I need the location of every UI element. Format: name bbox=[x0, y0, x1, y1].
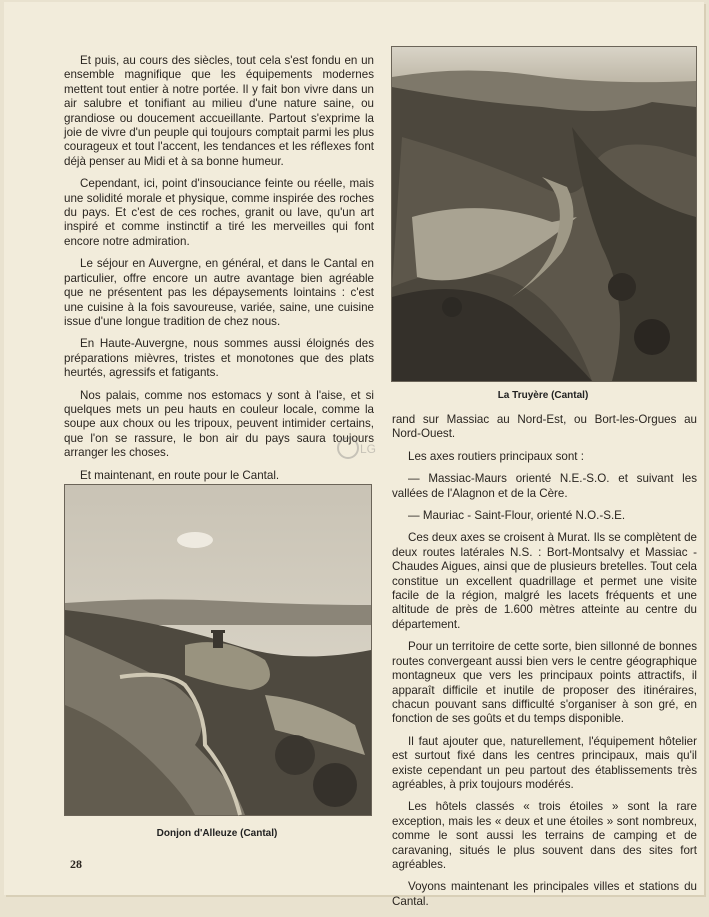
svg-text:LG: LG bbox=[360, 442, 377, 456]
paragraph: Les axes routiers principaux sont : bbox=[408, 449, 584, 463]
paragraph: Voyons maintenant les principales villes et stations du Cantal. bbox=[392, 880, 697, 908]
magazine-page bbox=[4, 2, 704, 908]
paragraph: Ces deux axes se croisent à Murat. Ils se complètent de deux routes latérales N.S. : Bort-Montsalvy et Massiac - Chaudes Aigues, ainsi que de plusieurs bretelles. Tout cela constitue un excellent quadrillage et permet une visite facile de la région, malgré les lacets fréquents et une altitude de près de 1.600 mètres atteinte au centre du département. bbox=[392, 531, 697, 631]
paragraph: Nos palais, comme nos estomacs y sont à l'aise, et si quelques mets un peu hauts en couleur locale, comme la soupe aux choux ou les tripoux, peuvent intimider certains, que l'on se rassure, le bon air du pays saura toujours arranger les choses. bbox=[64, 388, 374, 460]
paragraph: rand sur Massiac au Nord-Est, ou Bort-les-Orgues au Nord-Ouest. bbox=[392, 413, 697, 441]
page-number: 28 bbox=[70, 857, 82, 871]
paragraph: Il faut ajouter que, naturellement, l'équipement hôtelier est surtout fixé dans les centres principaux, mais qu'il existe cependant un peu partout des établissements très agréables, à prix toujours modérés. bbox=[392, 734, 697, 791]
photo-caption: La Truyère (Cantal) bbox=[497, 390, 589, 401]
paragraph: — Mauriac - Saint-Flour, orienté N.O.-S.E. bbox=[408, 509, 626, 523]
river-valley-photo bbox=[391, 46, 697, 382]
photo-caption: Donjon d'Alleuze (Cantal) bbox=[156, 828, 278, 839]
paragraph: Et puis, au cours des siècles, tout cela s'est fondu en un ensemble magnifique que les équipements modernes mettent tout entier à notre portée. Il y fait bon vivre dans un air salubre et tonifiant au milieu d'une nature saine, ou grandiose ou doucement accueillante. Partout s'exprime la joie de vivre d'un peuple qui toujours comptait parmi les plus courageux et tout l'accent, les tendances et les réflexes font déjà penser au Midi et à sa bonne humeur. bbox=[64, 54, 374, 168]
library-stamp bbox=[336, 433, 380, 463]
paragraph: Les hôtels classés « trois étoiles » sont la rare exception, mais les « deux et une étoiles » sont nombreux, comme le sont aussi les terrains de camping et de caravaning, situés le plus souvent dans des sites fort agréables. bbox=[392, 800, 697, 871]
paragraph: Pour un territoire de cette sorte, bien sillonné de bonnes routes convergeant aussi bien vers le centre géographique montagneux que vers les principaux points attractifs, il apparaît difficile et inutile de proposer des itinéraires, chacun pouvant sans difficulté s'organiser à son gré, en fonction de ses goûts et du temps disponible. bbox=[392, 640, 697, 726]
left-text-column bbox=[64, 54, 377, 513]
castle-valley-photo bbox=[64, 484, 372, 816]
paragraph: En Haute-Auvergne, nous sommes aussi éloignés des préparations mièvres, tristes et monotones que des plats heurtés, agressifs et fatigants. bbox=[64, 337, 374, 380]
paragraph: Le séjour en Auvergne, en général, et dans le Cantal en particulier, offre encore un autre avantage bien agréable que ne présentent pas les dépaysements lointains : c'est une cuisine à la fois savoureuse, variée, saine, une cuisine issue d'une longue tradition de chez nous. bbox=[64, 257, 374, 328]
paragraph: — Massiac-Maurs orienté N.E.-S.O. et suivant les vallées de l'Alagnon et de la Cère. bbox=[392, 472, 697, 500]
paragraph: Et maintenant, en route pour le Cantal. bbox=[80, 468, 280, 482]
right-text-column bbox=[392, 413, 697, 917]
paragraph: Cependant, ici, point d'insouciance feinte ou réelle, mais une solidité morale et physique, comme inspirée des roches du pays. Et c'est de ces roches, granit ou lave, qu'un art inspiré et comme instinctif a tiré les merveilles qui font encore notre admiration. bbox=[64, 177, 374, 248]
